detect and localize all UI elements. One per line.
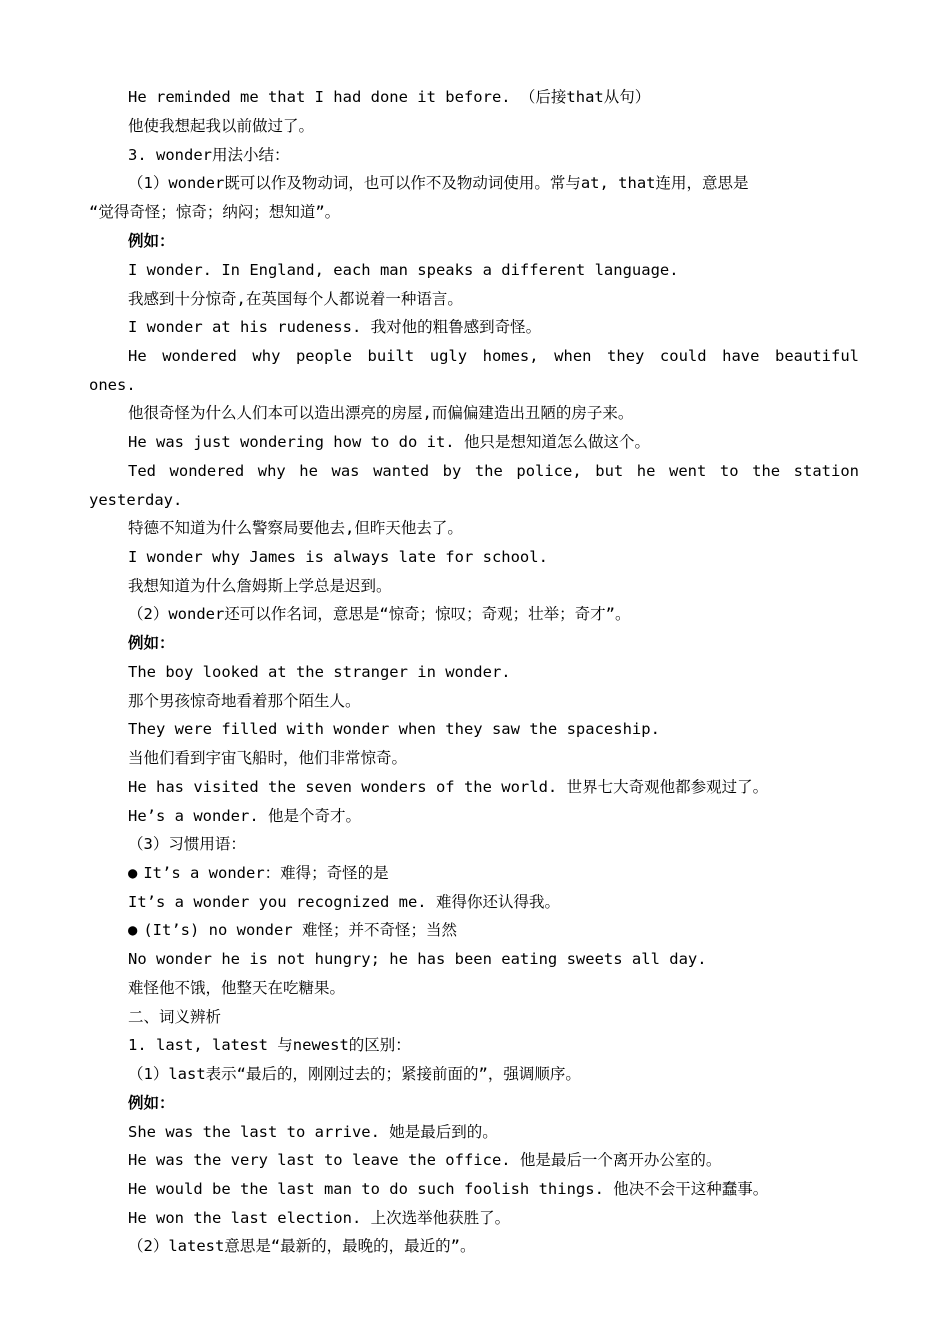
example-sentence: I wonder why James is always late for school. — [128, 548, 548, 566]
word: have — [722, 347, 760, 365]
example-sentence: He won the last election. 上次选举他获胜了。 — [128, 1209, 511, 1227]
word: could — [659, 347, 707, 365]
text-line: ones. — [89, 376, 136, 394]
word: to — [719, 462, 739, 480]
word: wondered — [169, 462, 245, 480]
word: the — [752, 462, 781, 480]
word: the — [474, 462, 503, 480]
section-heading: 3. wonder用法小结： — [128, 146, 290, 164]
word: when — [554, 347, 592, 365]
example-sentence-justified — [128, 461, 859, 481]
example-sentence: I wonder. In England, each man speaks a different language. — [128, 261, 679, 279]
word: why — [252, 347, 281, 365]
text-line: （2）latest意思是“最新的，最晚的，最近的”。 — [128, 1237, 476, 1255]
text-line: yesterday. — [89, 491, 183, 509]
section-heading: 二、词义辨析 — [128, 1008, 222, 1026]
example-translation: 难怪他不饿，他整天在吃糖果。 — [128, 979, 346, 997]
word: built — [367, 347, 415, 365]
example-label: 例如： — [128, 232, 175, 250]
example-label: 例如： — [128, 634, 175, 652]
word: Ted — [128, 462, 156, 480]
example-sentence: She was the last to arrive. 她是最后到的。 — [128, 1123, 498, 1141]
example-sentence: I wonder at his rudeness. 我对他的粗鲁感到奇怪。 — [128, 318, 542, 336]
word: homes, — [482, 347, 539, 365]
text-line: （1）wonder既可以作及物动词，也可以作不及物动词使用。常与at, that连用，意思是 — [128, 174, 749, 192]
word: but — [595, 462, 624, 480]
example-sentence: He has visited the seven wonders of the world. 世界七大奇观他都参观过了。 — [128, 778, 769, 796]
word: he — [299, 462, 318, 480]
bullet-item — [128, 920, 457, 940]
example-translation: 他很奇怪为什么人们本可以造出漂亮的房屋,而偏偏建造出丑陋的房子来。 — [128, 404, 634, 422]
example-translation: 特德不知道为什么警察局要他去,但昨天他去了。 — [128, 519, 463, 537]
word: ugly — [429, 347, 468, 365]
bullet-text: It’s a wonder：难得；奇怪的是 — [143, 864, 389, 882]
text-line: （3）习惯用语： — [128, 835, 246, 853]
word: station — [793, 462, 859, 480]
section-heading: 1. last, latest 与newest的区别： — [128, 1036, 411, 1054]
example-sentence: It’s a wonder you recognized me. 难得你还认得我。 — [128, 893, 560, 911]
word: wanted — [373, 462, 430, 480]
example-translation: 我感到十分惊奇,在英国每个人都说着一种语言。 — [128, 290, 463, 308]
text-line: He reminded me that I had done it before. （后接that从句） — [128, 88, 651, 106]
text-line: （1）last表示“最后的，刚刚过去的；紧接前面的”，强调顺序。 — [128, 1065, 581, 1083]
text-line: 他使我想起我以前做过了。 — [128, 117, 315, 135]
example-sentence: He was the very last to leave the office. 他是最后一个离开办公室的。 — [128, 1151, 722, 1169]
example-sentence: He was just wondering how to do it. 他只是想知道怎么做这个。 — [128, 433, 650, 451]
example-sentence: He would be the last man to do such foolish things. 他决不会干这种蠢事。 — [128, 1180, 769, 1198]
example-sentence: They were filled with wonder when they saw the spaceship. — [128, 720, 660, 738]
word: by — [442, 462, 462, 480]
word: beautiful — [775, 347, 859, 365]
example-sentence: The boy looked at the stranger in wonder. — [128, 663, 511, 681]
bullet-text: (It’s) no wonder 难怪；并不奇怪；当然 — [143, 921, 457, 939]
text-line: “觉得奇怪；惊奇；纳闷；想知道”。 — [89, 203, 341, 221]
word: he — [636, 462, 656, 480]
example-sentence: No wonder he is not hungry; he has been eating sweets all day. — [128, 950, 707, 968]
word: police, — [516, 462, 582, 480]
bullet-item — [128, 863, 389, 883]
example-translation: 我想知道为什么詹姆斯上学总是迟到。 — [128, 577, 392, 595]
example-sentence-justified — [128, 346, 859, 366]
word: was — [331, 462, 360, 480]
example-translation: 那个男孩惊奇地看着那个陌生人。 — [128, 692, 361, 710]
word: why — [257, 462, 286, 480]
example-translation: 当他们看到宇宙飞船时，他们非常惊奇。 — [128, 749, 408, 767]
bullet-icon: ● — [128, 864, 138, 882]
word: He — [128, 347, 147, 365]
example-label: 例如： — [128, 1094, 175, 1112]
text-line: （2）wonder还可以作名词，意思是“惊奇；惊叹；奇观；壮举；奇才”。 — [128, 605, 631, 623]
word: they — [607, 347, 645, 365]
word: went — [669, 462, 707, 480]
word: people — [295, 347, 352, 365]
example-sentence: He’s a wonder. 他是个奇才。 — [128, 807, 361, 825]
word: wondered — [162, 347, 237, 365]
bullet-icon: ● — [128, 921, 138, 939]
